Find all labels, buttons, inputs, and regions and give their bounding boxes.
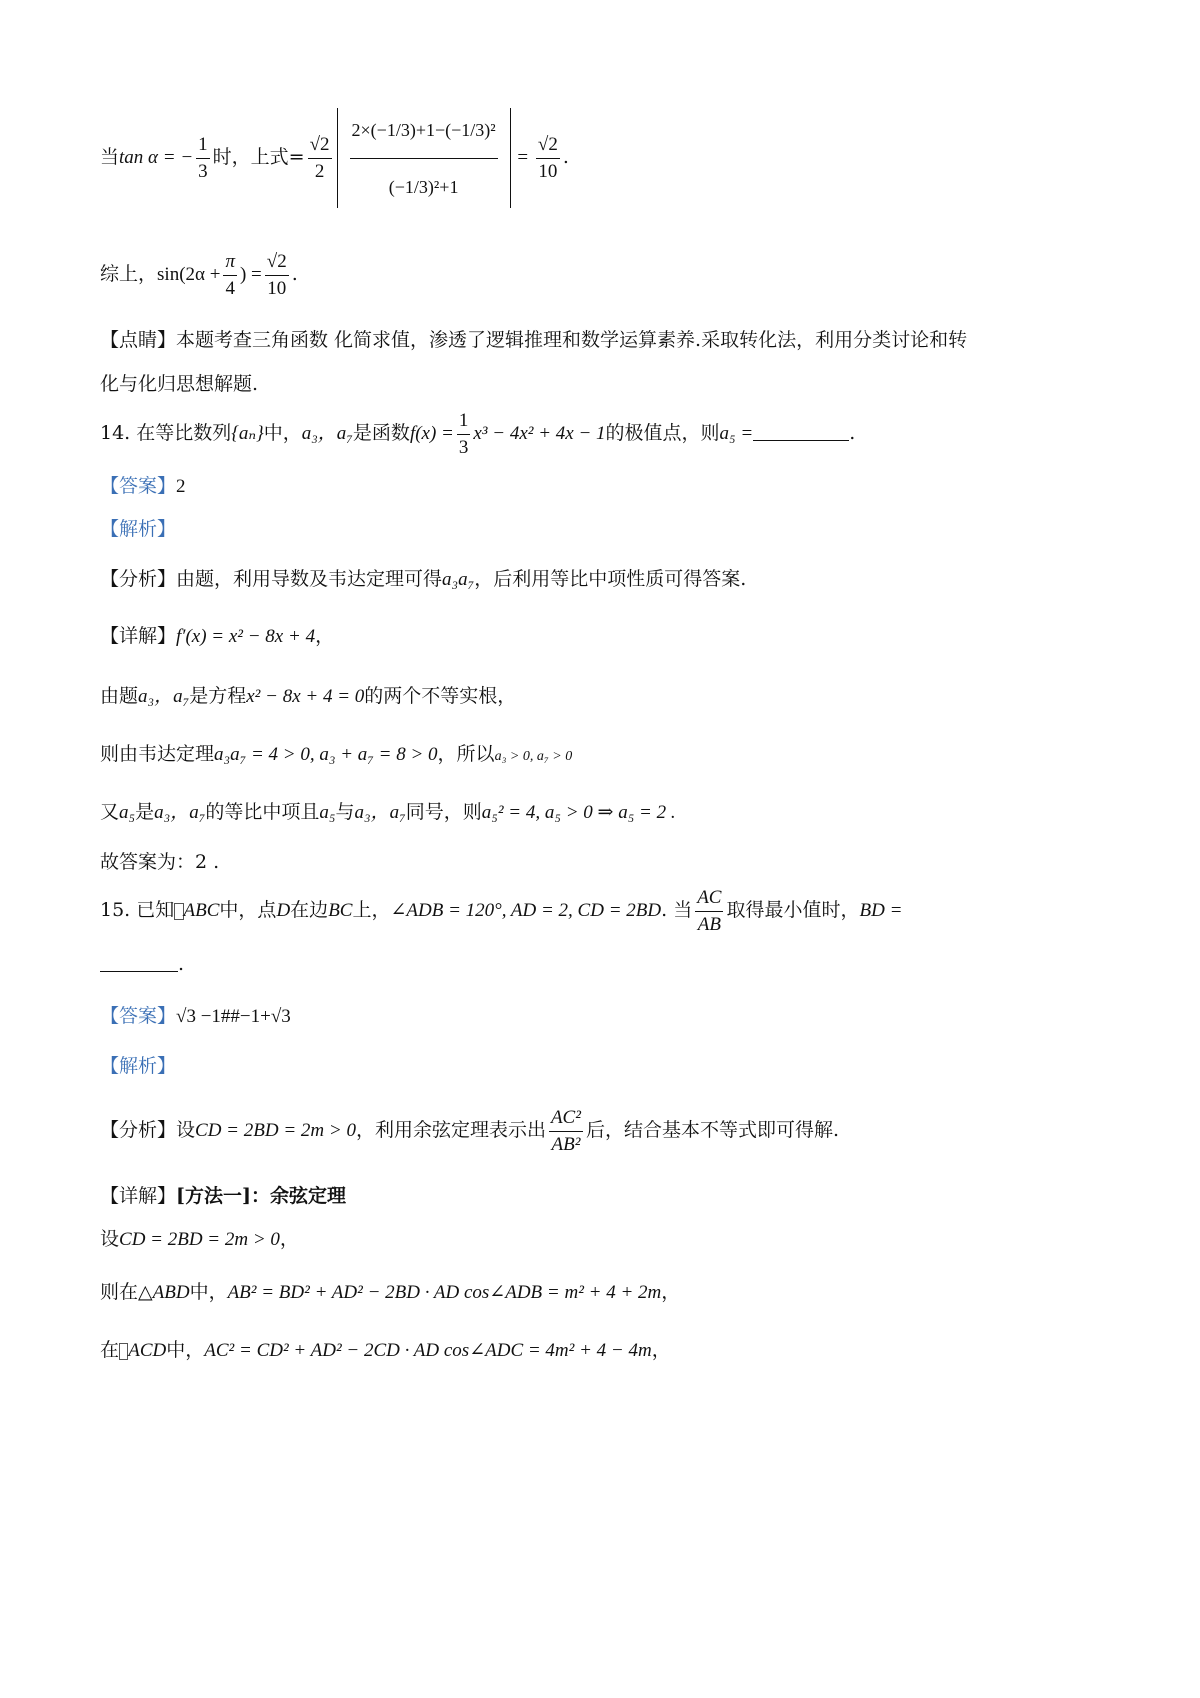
abs-bar-left bbox=[337, 108, 338, 208]
xiangjie-15: 【详解】[方法一]：余弦定理 bbox=[100, 1185, 346, 1207]
step-14-3: 又a₅是a₃，a₇的等比中项且a₅与a₃，a₇同号，则a₅² = 4, a₅ > 0 ⇒ a₅ = 2 . bbox=[100, 801, 676, 823]
pi-fraction: $\frac{\pi}{4}$ bbox=[225, 250, 235, 299]
q14-fraction: $\frac{1}{3}$ bbox=[458, 409, 469, 458]
prefix: 当 bbox=[100, 146, 120, 168]
answer-blank bbox=[753, 439, 849, 441]
jiexi-14: 【解析】 bbox=[100, 518, 177, 540]
answer-label: 【答案】 bbox=[100, 475, 177, 497]
xiangjie-14: 【详解】f′(x) = x² − 8x + 4， bbox=[100, 625, 335, 647]
answer-value: 2 bbox=[176, 476, 186, 497]
result-fraction: $\frac{√2}{10}$ bbox=[537, 133, 558, 182]
question-15-blank: . bbox=[100, 950, 184, 978]
answer-blank bbox=[100, 970, 178, 972]
answer-value: √3 −1##−1+√3 bbox=[176, 1006, 291, 1027]
step-14-1: 由题a₃，a₇是方程x² − 8x + 4 = 0的两个不等实根， bbox=[100, 685, 517, 707]
cond-lhs: tan α = − bbox=[119, 147, 194, 168]
step-14-2: 则由韦达定理a₃a₇ = 4 > 0, a₃ + a₇ = 8 > 0，所以a₃ > 0, a₇ > 0 bbox=[100, 743, 573, 765]
dianjing-text: 本题考查三角函数 化简求值，渗透了逻辑推理和数学运算素养.采取转化法，利用分类讨论和转 bbox=[176, 329, 968, 351]
q15-fraction: $\frac{AC}{AB}$ bbox=[697, 886, 722, 935]
conclusion-line: 综上，sin(2α + $\frac{\pi}{4}$ ) = $\frac{√2}{10}$ . bbox=[100, 244, 298, 304]
conclusion-fraction: $\frac{√2}{10}$ bbox=[266, 250, 287, 299]
question-14: 14. 在等比数列{aₙ}中，a₃，a₇是函数f(x) = $\frac{1}{3}$ x³ − 4x² + 4x − 1的极值点，则a₅ = . bbox=[100, 405, 855, 462]
fenxi-14: 【分析】由题，利用导数及韦达定理可得a₃a₇，后利用等比中项性质可得答案. bbox=[100, 568, 747, 590]
fenxi-15: 【分析】设CD = 2BD = 2m > 0，利用余弦定理表示出 $\frac{\text{AC²}}{\text{AB²}}$ 后，结合基本不等式即可得解. bbox=[100, 1100, 839, 1161]
fenxi15-fraction: $\frac{\text{AC²}}{\text{AB²}}$ bbox=[550, 1106, 581, 1155]
step-15-3: 在 ACD中，AC² = CD² + AD² − 2CD · AD cos∠ADC = 4m² + 4 − 4m， bbox=[100, 1339, 671, 1361]
question-15: 15. 已知 ABC中，点D在边BC上，∠ADB = 120°, AD = 2, CD = 2BD. 当 $\frac{AC}{AB}$ 取得最小值时，BD = bbox=[100, 880, 902, 942]
dianjing-line-1 bbox=[100, 326, 967, 354]
dianjing-label: 【点睛】 bbox=[100, 329, 177, 351]
inner-fraction: $\frac{\text{2×(−1/3)+1−(−1/3)²}}{\text{(−1/3)²+1}}$ bbox=[350, 102, 498, 215]
sin-expr: sin(2α + bbox=[157, 264, 221, 285]
step-15-2: 则在△ABD中，AB² = BD² + AD² − 2BD · AD cos∠ADB = m² + 4 + 2m， bbox=[100, 1281, 681, 1303]
dianjing-line-2: 化与化归思想解题. bbox=[100, 373, 259, 395]
tan-case-line: 当tan α = − $\frac{1}{3}$ 时，上式= $\frac{√2}{2}$ $\frac{\text{2×(−1/3)+1−(−1/3)²}}{\text{(−1/3)²+1}}$ = $\frac{√2}{10}$ . bbox=[100, 92, 569, 222]
jiexi-15: 【解析】 bbox=[100, 1055, 177, 1077]
answer-14 bbox=[100, 472, 186, 501]
step-15-1: 设CD = 2BD = 2m > 0， bbox=[100, 1228, 299, 1250]
step-14-4: 故答案为：2 . bbox=[100, 851, 220, 873]
answer-15: 【答案】√3 −1##−1+√3 bbox=[100, 1005, 291, 1027]
cond-suffix: 时，上式= bbox=[212, 146, 305, 168]
conclusion-prefix: 综上， bbox=[100, 263, 158, 285]
cond-fraction: $\frac{1}{3}$ bbox=[198, 133, 208, 182]
coef-fraction: $\frac{√2}{2}$ bbox=[309, 133, 330, 182]
abs-bar-right bbox=[510, 108, 511, 208]
